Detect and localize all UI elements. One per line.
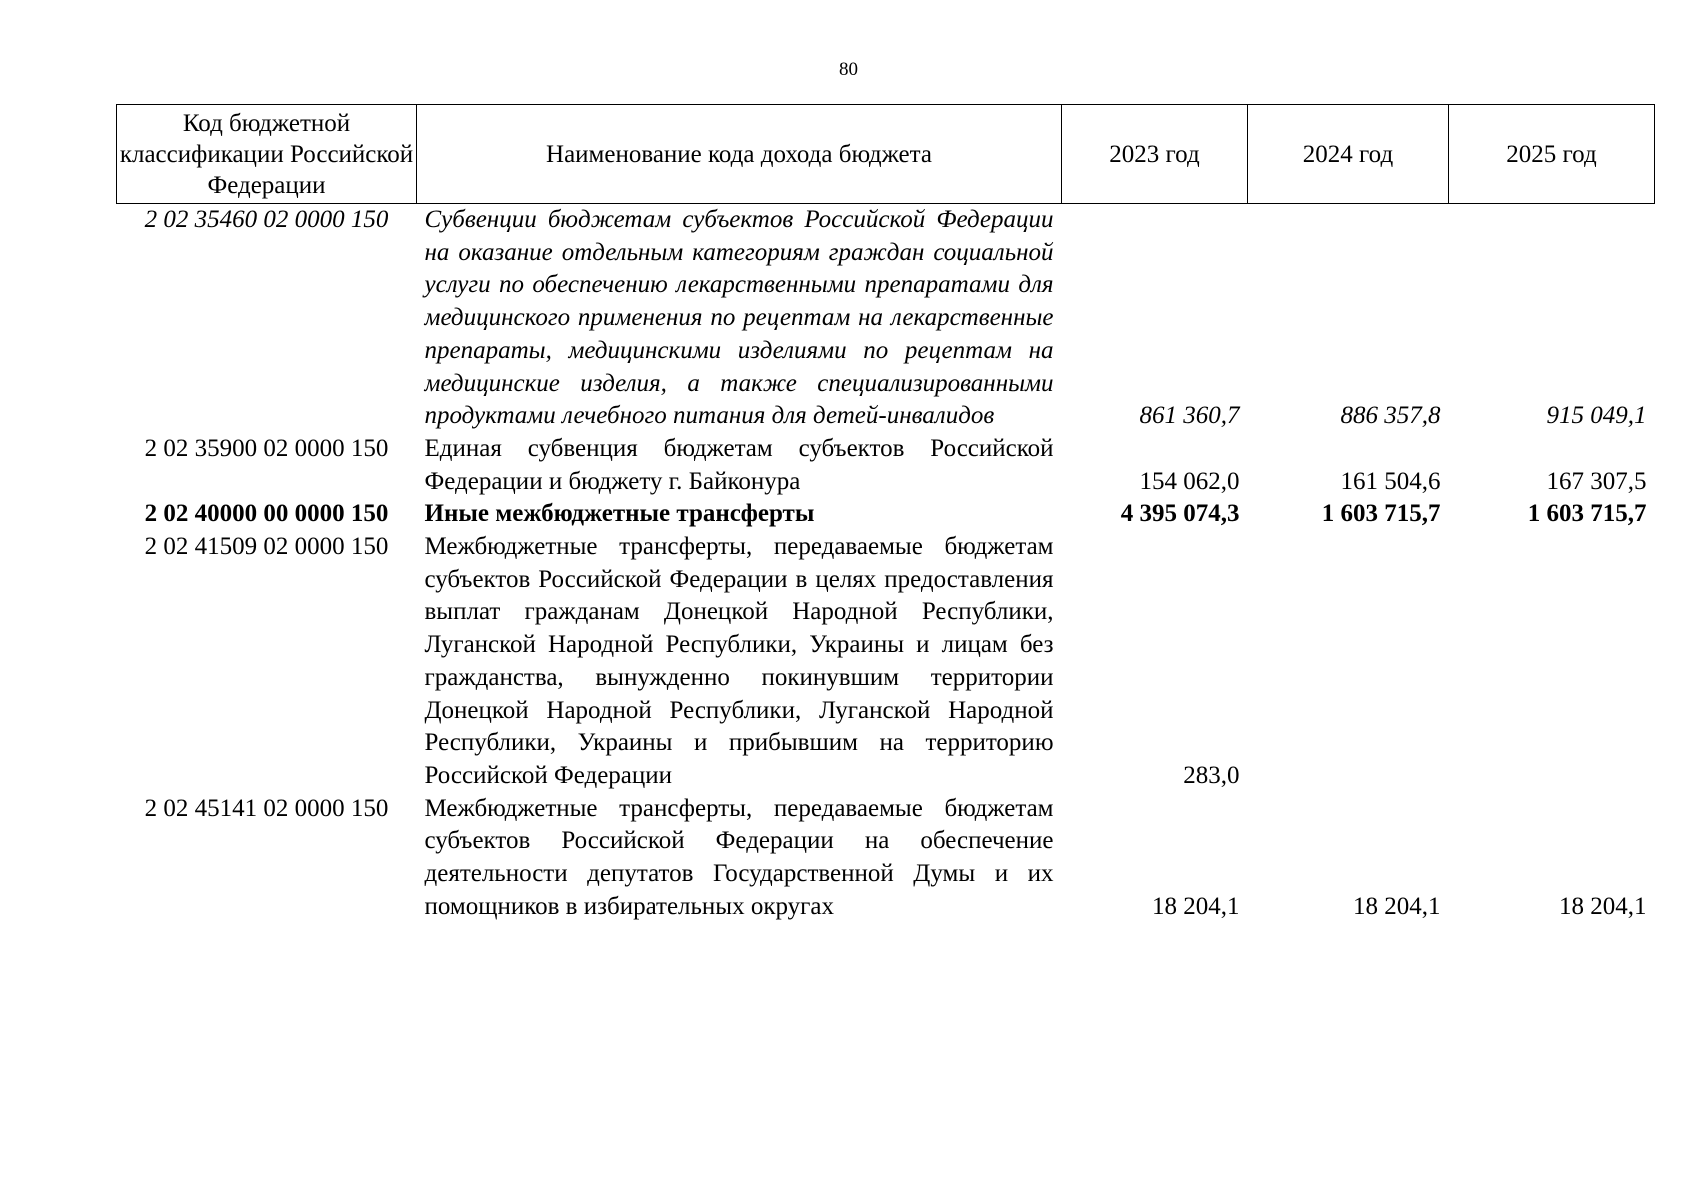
table-row [117, 498, 1655, 531]
row-value-2023: 861 360,7 [1139, 402, 1240, 430]
row-value-2024: 18 204,1 [1353, 892, 1441, 920]
row-code: 2 02 35460 02 0000 150 [144, 206, 389, 233]
budget-revenue-table [116, 104, 1655, 923]
table-row [117, 531, 1655, 793]
row-value-2025: 915 049,1 [1546, 402, 1647, 430]
header-code: Код бюджетной классификации Российской Федерации [117, 105, 417, 204]
row-code: 2 02 41509 02 0000 150 [144, 533, 389, 561]
row-code: 2 02 40000 00 0000 150 [144, 500, 389, 528]
row-value-2023: 18 204,1 [1152, 892, 1240, 920]
table-row [117, 793, 1655, 924]
row-value-2024: 886 357,8 [1340, 402, 1441, 430]
row-name: Иные межбюджетные трансферты [424, 500, 815, 528]
row-name: Единая субвенция бюджетам субъектов Российской Федерации и бюджету г. Байконура [424, 434, 1054, 495]
row-value-2025 [1449, 531, 1655, 793]
table-body [117, 204, 1655, 924]
row-code: 2 02 45141 02 0000 150 [144, 794, 389, 822]
row-code: 2 02 35900 02 0000 150 [144, 434, 389, 462]
header-2025: 2025 год [1449, 105, 1655, 204]
header-2024: 2024 год [1248, 105, 1449, 204]
page-number: 80 [839, 59, 858, 80]
row-value-2025: 167 307,5 [1546, 467, 1647, 495]
header-2023: 2023 год [1062, 105, 1248, 204]
row-value-2024: 161 504,6 [1340, 467, 1441, 495]
row-name: Межбюджетные трансферты, передаваемые бюджетам субъектов Российской Федерации в целях предоставления выплат гражданам Донецкой Народной Республики, Луганской Народной Республики, Украины и лицам без гражданства, вынужденно покинувшим территории Донецкой Народной Республики, Луганской Народной Республики, Украины и прибывшим на территорию Российской Федерации [424, 533, 1054, 789]
row-value-2023: 283,0 [1183, 761, 1240, 789]
row-value-2024: 1 603 715,7 [1321, 500, 1441, 528]
row-name: Субвенции бюджетам субъектов Российской Федерации на оказание отдельным категориям граждан социальной услуги по обеспечению лекарственными препаратами для медицинского применения по рецептам на лекарственные препараты, медицинскими изделиями по рецептам на медицинские изделия, а также специализированными продуктами лечебного питания для детей-инвалидов [424, 206, 1054, 430]
row-value-2024 [1248, 531, 1449, 793]
row-value-2023: 4 395 074,3 [1120, 500, 1240, 528]
row-value-2025: 1 603 715,7 [1527, 500, 1647, 528]
table-header [117, 105, 1655, 204]
header-name: Наименование кода дохода бюджета [417, 105, 1062, 204]
row-value-2023: 154 062,0 [1139, 467, 1240, 495]
table-row [117, 433, 1655, 498]
table-header-row [117, 105, 1655, 204]
row-value-2025: 18 204,1 [1559, 892, 1647, 920]
row-name: Межбюджетные трансферты, передаваемые бюджетам субъектов Российской Федерации на обеспечение деятельности депутатов Государственной Думы и их помощников в избирательных округах [424, 794, 1054, 920]
table-row [117, 204, 1655, 433]
